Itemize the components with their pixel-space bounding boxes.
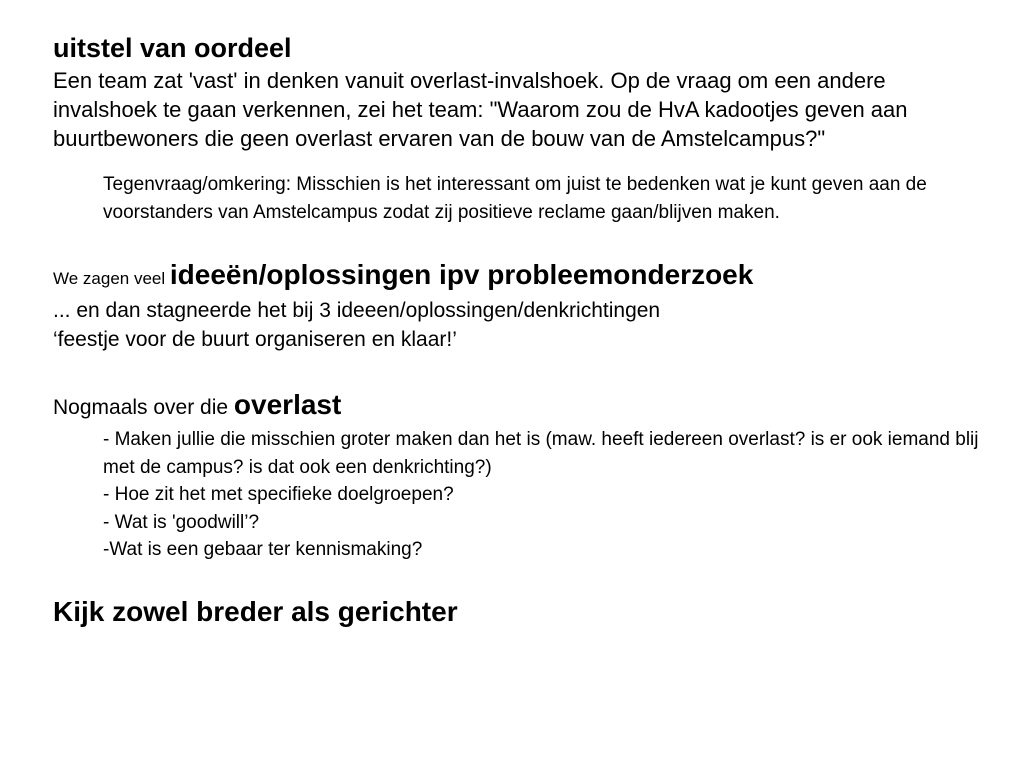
overlast-point: - Hoe zit het met specifieke doelgroepen? (103, 484, 454, 505)
overlast-points-list (103, 426, 993, 564)
ideas-section (53, 258, 993, 354)
ideas-lead-text: We zagen veel (53, 269, 170, 288)
overlast-section (53, 388, 993, 564)
overlast-emphasis-text: overlast (233, 389, 342, 420)
overlast-point: - Maken jullie die misschien groter maken dan het is (maw. heeft iedereen overlast? is er ook iemand blij met de campus? is dat ook een denkrichting?) (103, 429, 979, 478)
counter-question-block (103, 171, 993, 226)
ideas-quote-text: ‘feestje voor de buurt organiseren en klaar!’ (53, 328, 457, 351)
conclusion-heading: Kijk zowel breder als gerichter (53, 595, 458, 627)
counter-question-text: Tegenvraag/omkering: Misschien is het interessant om juist te bedenken wat je kunt geven aan de voorstanders van Amstelcampus zodat zij positieve reclame gaan/blijven maken. (103, 174, 927, 223)
overlast-lead-text: Nogmaals over die (53, 396, 234, 419)
overlast-point: - Wat is 'goodwill’? (103, 511, 260, 533)
intro-paragraph: Een team zat 'vast' in denken vanuit overlast-invalshoek. Op de vraag om een andere invalshoek te gaan verkennen, zei het team: "Waarom zou de HvA kadootjes geven aan buurtbewoners die geen overlast ervaren van de bouw van de Amstelcampus?" (53, 68, 908, 151)
slide-content (53, 30, 993, 630)
overlast-heading-line (53, 388, 993, 426)
ideas-heading-line (53, 258, 993, 296)
ideas-emphasis-text: ideeën/oplossingen ipv probleemonderzoek (169, 259, 754, 290)
slide-title: uitstel van oordeel (53, 33, 292, 63)
overlast-point: -Wat is een gebaar ter kennismaking? (103, 539, 423, 560)
ideas-stagnation-text: ... en dan stagneerde het bij 3 ideeen/oplossingen/denkrichtingen (53, 299, 661, 322)
